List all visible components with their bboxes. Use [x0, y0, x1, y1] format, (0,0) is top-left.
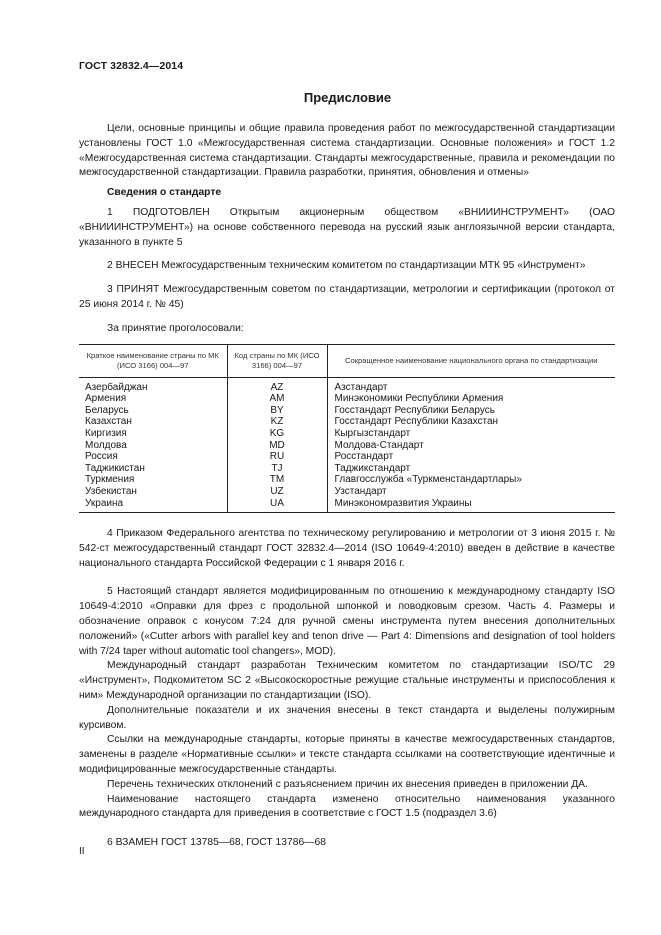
table-row	[79, 416, 615, 428]
info-heading: Сведения о стандарте	[107, 187, 222, 199]
table-cell-country: Туркмения	[85, 474, 135, 486]
table-cell-body: Азстандарт	[327, 377, 615, 393]
table-cell-body: Минэкономразвития Украины	[327, 498, 615, 513]
table-row	[79, 498, 615, 513]
table-cell-code: AZ	[227, 377, 327, 393]
table-cell-body: Госстандарт Республики Казахстан	[327, 416, 615, 428]
table-cell-code: TM	[227, 474, 327, 486]
table-cell-country: Казахстан	[85, 416, 132, 428]
table-cell-country: Узбекистан	[85, 485, 137, 497]
vote-label: За принятие проголосовали:	[107, 322, 244, 334]
table-cell-code: UA	[227, 498, 327, 513]
table-cell-country: Киргизия	[85, 427, 127, 439]
table-cell-code: RU	[227, 451, 327, 463]
table-cell-code: AM	[227, 393, 327, 405]
document-code: ГОСТ 32832.4—2014	[79, 60, 184, 72]
table-cell-body: Узстандарт	[327, 486, 615, 498]
table-cell-code: KG	[227, 428, 327, 440]
table-cell-country: Молдова	[85, 439, 127, 451]
table-cell-body: Таджикстандарт	[327, 463, 615, 475]
table-row	[79, 486, 615, 498]
table-cell-code: MD	[227, 440, 327, 452]
table-cell-body: Молдова-Стандарт	[327, 440, 615, 452]
table-cell-code: UZ	[227, 486, 327, 498]
table-cell-body: Госстандарт Республики Беларусь	[327, 405, 615, 417]
table-cell-country: Беларусь	[85, 404, 129, 416]
table-cell-body: Главгосслужба «Туркменстандартлары»	[327, 474, 615, 486]
table-row	[79, 463, 615, 475]
page-title: Предисловие	[303, 90, 392, 105]
item-1-prepared: 1 ПОДГОТОВЛЕН Открытым акционерным обществом «ВНИИИНСТРУМЕНТ» (ОАО «ВНИИИНСТРУМЕНТ») на основе собственного перевода на русский язык англоязычной версии стандарта, указанного в пункте 5	[79, 206, 615, 248]
item-5-developer: Международный стандарт разработан Техническим комитетом по стандартизации ISO/TC 29 «Инструмент», Подкомитетом SC 2 «Высокоскоростные режущие стальные инструменты и приспособления к ним» Международной организации по стандартизации (ISO).	[79, 660, 615, 702]
table-cell-code: TJ	[227, 463, 327, 475]
table-cell-country: Россия	[85, 451, 118, 463]
item-5-additional: Дополнительные показатели и их значения внесены в текст стандарта и выделены полужирным курсивом.	[79, 704, 615, 731]
table-cell-country: Азербайджан	[85, 381, 148, 393]
item-5-references: Ссылки на международные стандарты, которые приняты в качестве межгосударственных стандартов, заменены в разделе «Нормативные ссылки» и тексте стандарта ссылками на соответствующие идентичные и модифицированные межгосударственные стандарты.	[79, 734, 615, 776]
table-row	[79, 474, 615, 486]
table-header-row	[79, 344, 615, 377]
table-cell-code: BY	[227, 405, 327, 417]
intro-paragraph: Цели, основные принципы и общие правила проведения работ по межгосударственной стандартизации установлены ГОСТ 1.0 «Межгосударственная система стандартизации. Основные положения» и ГОСТ 1.2 «Межгосударственная система стандартизации. Стандарты межгосударственные, правила и рекомендации по межгосударственной стандартизации. Правила разработки, принятия, обновления и отмены»	[79, 123, 615, 179]
table-row	[79, 428, 615, 440]
table-row	[79, 377, 615, 393]
table-row	[79, 440, 615, 452]
table-header-code: Код страны по МК (ИСО 3166) 004—97	[227, 344, 327, 377]
table-row	[79, 405, 615, 417]
item-5-modified: 5 Настоящий стандарт является модифицированным по отношению к международному стандарту ISO 10649-4:2010 «Оправки для фрез с продольной шпонкой и поводковым срезом. Часть 4. Размеры и обозначение оправок с конусом 7:24 для ручной смены инструмента путем внесения дополнительных положений» («Cutter arbors with parallel key and tenon drive — Part 4: Dimensions and designation of tool holders with 7/24 taper without automatic tool changers», MOD).	[79, 586, 615, 657]
countries-table	[79, 344, 615, 514]
item-4-order: 4 Приказом Федерального агентства по техническому регулированию и метрологии от 3 июня 2015 г. № 542-ст межгосударственный стандарт ГОСТ 32832.4—2014 (ISO 10649-4:2010) введен в действие в качестве национального стандарта Российской Федерации с 1 января 2016 г.	[79, 528, 615, 569]
item-2-submitted: 2 ВНЕСЕН Межгосударственным техническим комитетом по стандартизации МТК 95 «Инструмент»	[107, 260, 586, 272]
table-cell-country: Украина	[79, 498, 227, 513]
table-cell-country: Таджикистан	[85, 462, 145, 474]
table-header-body: Сокращенное наименование национального органа по стандартизации	[327, 344, 615, 377]
item-5-deviations: Перечень технических отклонений с разъяснением причин их внесения приведен в приложении ДА.	[107, 778, 588, 790]
item-5-name-change: Наименование настоящего стандарта изменено относительно наименования указанного международного стандарта для приведения в соответствие с ГОСТ 1.5 (подраздел 3.6)	[79, 793, 615, 820]
table-cell-body: Кыргызстандарт	[327, 428, 615, 440]
table-row	[79, 393, 615, 405]
item-3-adopted: 3 ПРИНЯТ Межгосударственным советом по стандартизации, метрологии и сертификации (протокол от 25 июня 2014 г. № 45)	[79, 284, 615, 310]
document-body	[79, 122, 615, 851]
item-6-replaces: 6 ВЗАМЕН ГОСТ 13785—68, ГОСТ 13786—68	[107, 837, 326, 849]
table-row	[79, 451, 615, 463]
table-cell-country: Армения	[85, 393, 127, 405]
table-header-country: Краткое наименование страны по МК (ИСО 3166) 004—97	[79, 344, 227, 377]
page-number: II	[79, 846, 85, 857]
table-cell-body: Росстандарт	[327, 451, 615, 463]
table-cell-code: KZ	[227, 416, 327, 428]
table-cell-body: Минэкономики Республики Армения	[327, 393, 615, 405]
